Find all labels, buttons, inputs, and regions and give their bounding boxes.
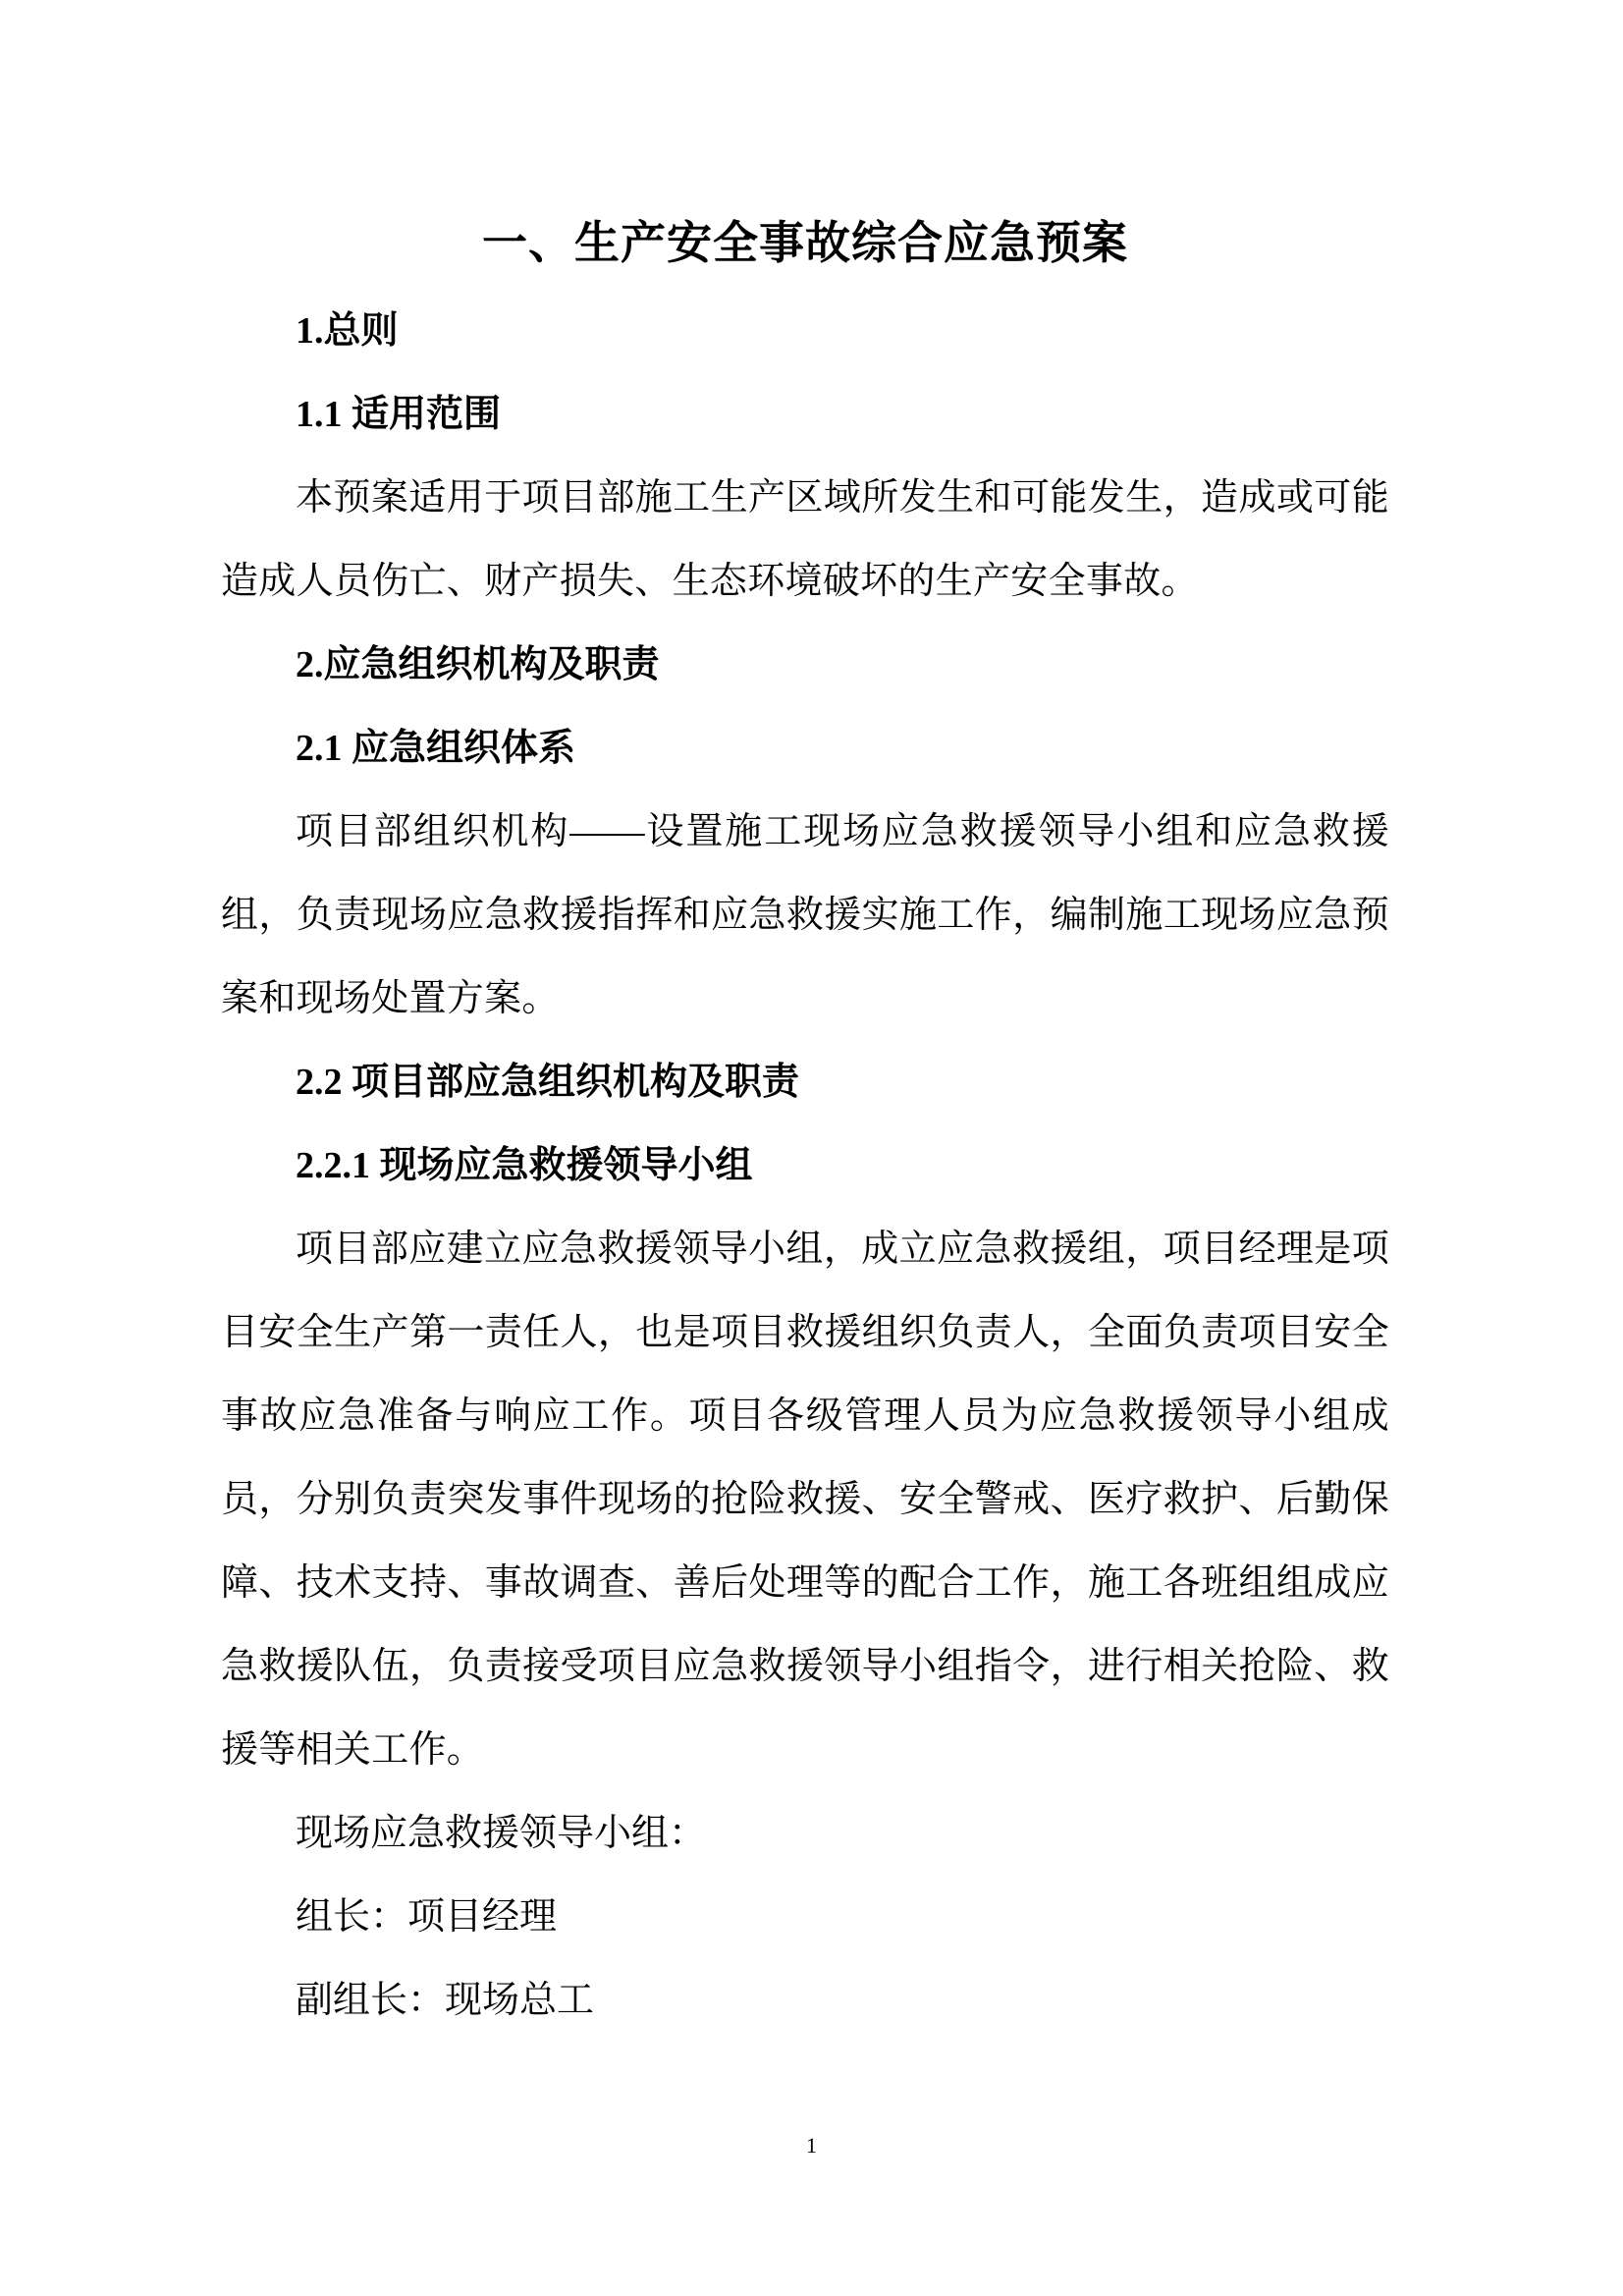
document-title: 一、生产安全事故综合应急预案 — [482, 218, 1128, 268]
paragraph-org-system: 项目部组织机构——设置施工现场应急救援领导小组和应急救援组，负责现场应急救援指挥和应急救援实施工作，编制施工现场应急预案和现场处置方案。 — [221, 811, 1389, 1019]
label-deputy-group-leader: 副组长：现场总工 — [296, 1980, 595, 2021]
heading-emergency-organization: 2.应急组织机构及职责 — [296, 644, 660, 685]
heading-rescue-leading-group: 2.2.1 现场应急救援领导小组 — [296, 1145, 753, 1186]
heading-scope: 1.1 适用范围 — [296, 394, 502, 435]
heading-org-system: 2.1 应急组织体系 — [296, 728, 576, 769]
heading-general-rules: 1.总则 — [296, 310, 399, 352]
paragraph-scope: 本预案适用于项目部施工生产区域所发生和可能发生，造成或可能造成人员伤亡、财产损失、生态环境破坏的生产安全事故。 — [221, 477, 1389, 602]
paragraph-rescue-group-duties: 项目部应建立应急救援领导小组，成立应急救援组，项目经理是项目安全生产第一责任人，也是项目救援组织负责人，全面负责项目安全事故应急准备与响应工作。项目各级管理人员为应急救援领导小组成员，分别负责突发事件现场的抢险救援、安全警戒、医疗救护、后勤保障、技术支持、事故调查、善后处理等的配合工作，施工各班组组成应急救援队伍，负责接受项目应急救援领导小组指令，进行相关抢险、救援等相关工作。 — [221, 1229, 1389, 1771]
label-group-leader: 组长：项目经理 — [296, 1896, 558, 1938]
page-number: 1 — [806, 2133, 817, 2158]
heading-project-org-duties: 2.2 项目部应急组织机构及职责 — [296, 1062, 800, 1103]
page-content — [221, 196, 1389, 2043]
label-leading-group-title: 现场应急救援领导小组： — [296, 1813, 707, 1854]
